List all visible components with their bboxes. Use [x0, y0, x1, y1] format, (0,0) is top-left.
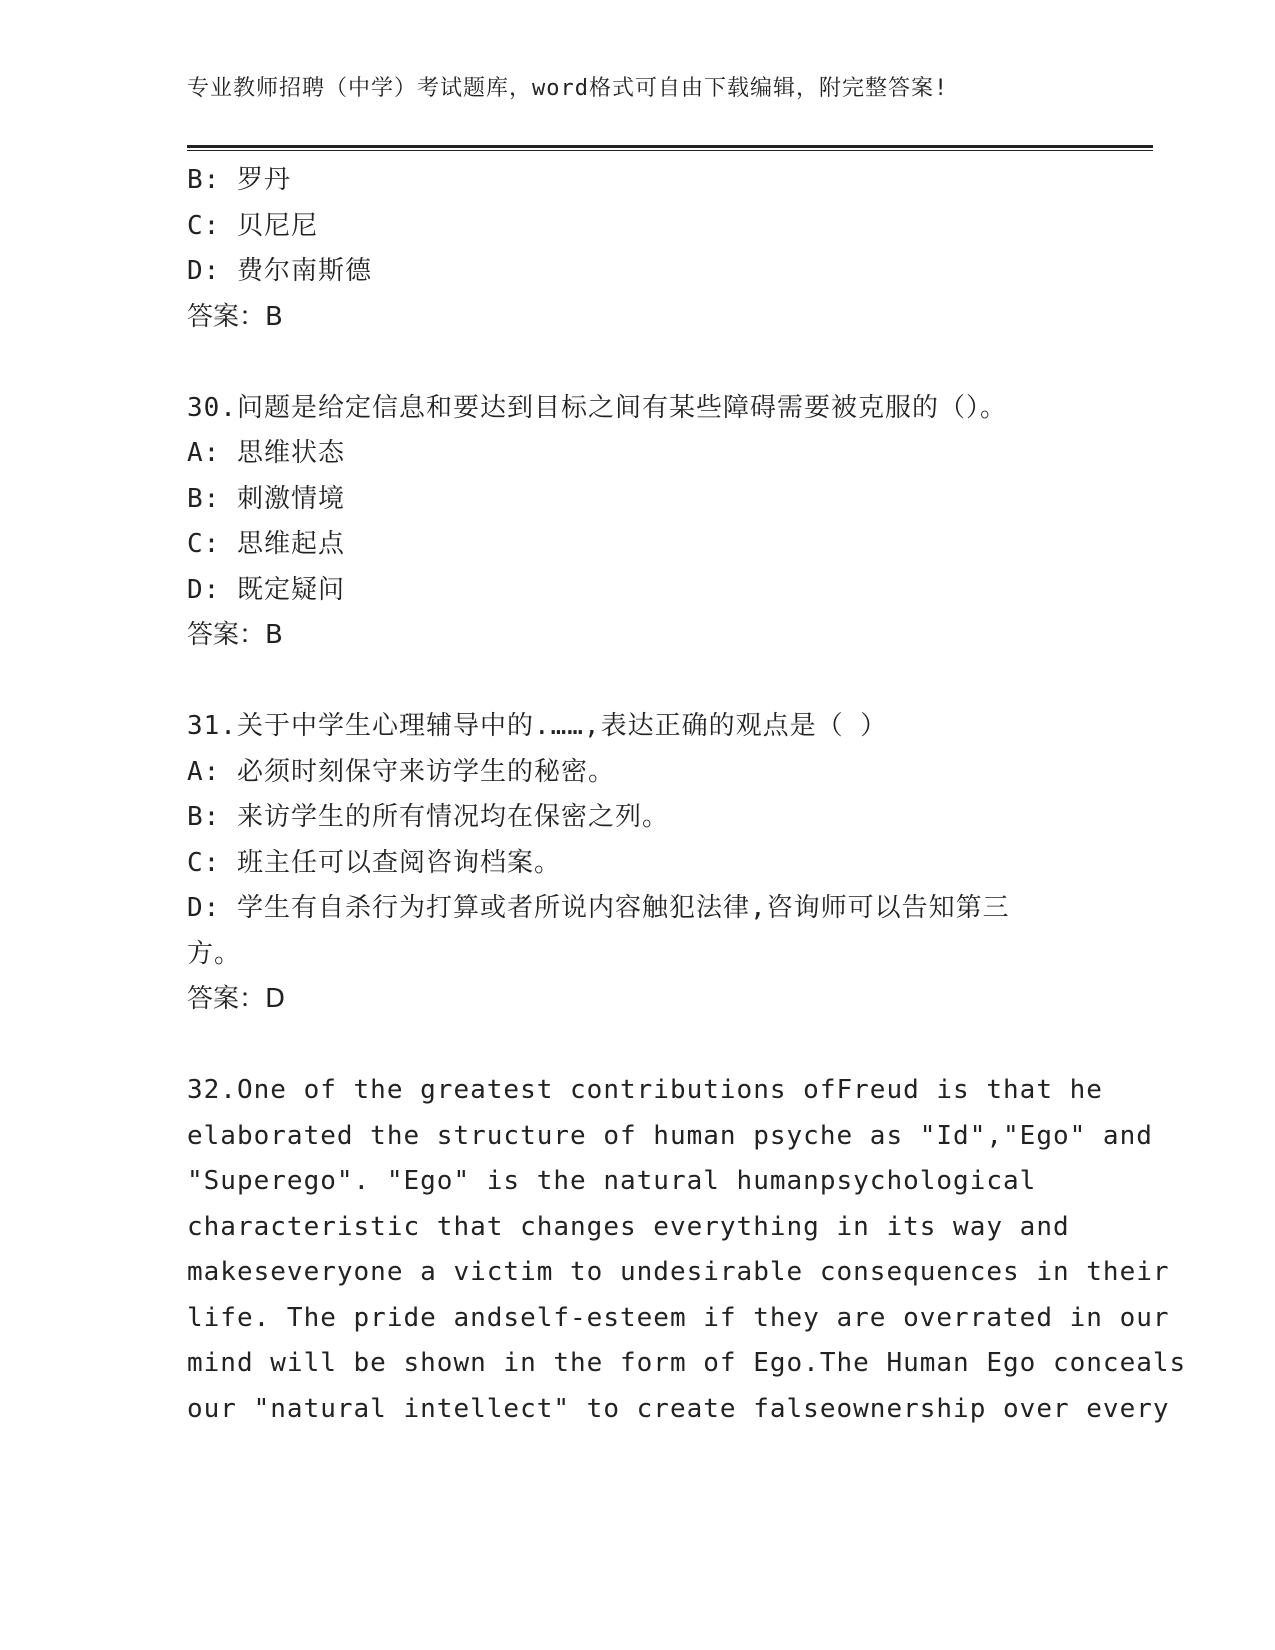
passage-line: elaborated the structure of human psyche as "Id","Ego" and: [187, 1120, 1153, 1151]
option-b: B: 刺激情境: [187, 483, 345, 514]
option-c: C: 思维起点: [187, 529, 345, 559]
answer: 答案：D: [187, 984, 286, 1014]
question-29: [187, 158, 1087, 340]
passage-line: 32.One of the greatest contributions ofFreud is that he: [187, 1075, 1103, 1105]
document-body: [187, 158, 1187, 1432]
header-rule-thick: [187, 145, 1153, 148]
passage-line: our "natural intellect" to create falseownership over every: [187, 1393, 1170, 1424]
option-c: C: 贝尼尼: [187, 210, 318, 241]
passage-line: characteristic that changes everything in its way and: [187, 1211, 1070, 1242]
question-stem: 30.问题是给定信息和要达到目标之间有某些障碍需要被克服的（）。: [187, 392, 1007, 423]
option-d: D: 既定疑问: [187, 574, 345, 605]
option-c: C: 班主任可以查阅咨询档案。: [187, 847, 561, 878]
passage-line: "Superego". "Ego" is the natural humanpsychological: [187, 1166, 1037, 1196]
option-b: B: 来访学生的所有情况均在保密之列。: [187, 802, 669, 832]
option-d: D: 费尔南斯德: [187, 256, 372, 286]
spacer: [187, 1023, 1087, 1069]
question-32: [187, 1068, 1187, 1432]
answer: 答案：B: [187, 301, 283, 332]
header-rule-thin: [187, 150, 1153, 151]
option-d: D: 学生有自杀行为打算或者所说内容触犯法律,咨询师可以告知第三: [187, 893, 1010, 923]
question-31: [187, 704, 1087, 1023]
option-d-continued: 方。: [187, 938, 242, 969]
passage-line: life. The pride andself-esteem if they are overrated in our: [187, 1302, 1170, 1333]
spacer: [187, 340, 1087, 386]
question-30: [187, 386, 1087, 659]
passage-line: mind will be shown in the form of Ego.The Human Ego conceals: [187, 1348, 1187, 1378]
spacer: [187, 659, 1087, 705]
answer: 答案：B: [187, 620, 283, 650]
option-b: B: 罗丹: [187, 165, 291, 195]
question-stem: 31.关于中学生心理辅导中的.……,表达正确的观点是（ ）: [187, 711, 888, 741]
passage-line: makeseveryone a victim to undesirable consequences in their: [187, 1257, 1170, 1287]
option-a: A: 必须时刻保守来访学生的秘密。: [187, 756, 615, 787]
page-header: 专业教师招聘（中学）考试题库，word格式可自由下载编辑，附完整答案!: [187, 76, 949, 101]
option-a: A: 思维状态: [187, 438, 345, 468]
